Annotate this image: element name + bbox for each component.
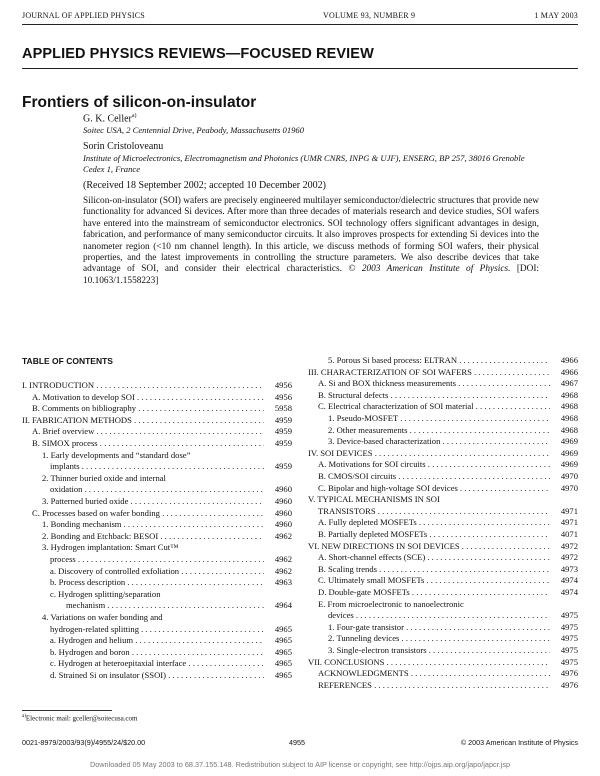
toc-entry-label: 1. Early developments and “standard dose”: [42, 449, 191, 460]
toc-entry-page: 4959: [274, 414, 292, 425]
toc-entry[interactable]: [42, 473, 292, 484]
toc-entry-label: D. Double-gate MOSFETs . . .: [318, 587, 550, 598]
toc-entry-page: 4968: [560, 401, 578, 412]
toc-entry-label: A. Brief overview . . .: [32, 426, 264, 437]
toc-entry-page: 4956: [274, 391, 292, 402]
toc-entry-label: A. Short-channel effects (SCE) . . .: [318, 552, 550, 563]
toc-entry-label: a. Discovery of controlled exfoliation . . .: [50, 566, 264, 577]
toc-entry-page: 4972: [560, 552, 578, 563]
toc-entry-label: 4. Variations on wafer bonding and: [42, 612, 163, 622]
toc-entry[interactable]: [50, 577, 292, 588]
toc-entry[interactable]: [318, 599, 578, 610]
toc-entry-label: b. Process description . . .: [50, 577, 264, 588]
author-1-name: G. K. Celler: [83, 113, 132, 125]
toc-entry-page: 4959: [274, 426, 292, 437]
toc-entry[interactable]: [308, 657, 578, 668]
toc-entry[interactable]: [50, 635, 292, 646]
toc-entry-page: 4960: [274, 496, 292, 506]
toc-entry-page: 4964: [274, 600, 292, 611]
toc-entry-label: mechanism . . .: [66, 600, 264, 611]
toc-entry[interactable]: [318, 564, 578, 575]
toc-entry-label: REFERENCES . . .: [318, 680, 550, 691]
toc-entry-label: 2. Tunneling devices . . .: [328, 633, 550, 644]
toc-entry-page: 4969: [560, 459, 578, 470]
toc-entry[interactable]: [328, 436, 578, 447]
toc-entry[interactable]: [308, 541, 578, 552]
toc-entry-page: 4976: [560, 668, 578, 679]
toc-entry[interactable]: [318, 552, 578, 563]
toc-entry-label: A. Motivations for SOI circuits . . .: [318, 459, 550, 470]
toc-entry-page: 4962: [274, 530, 292, 541]
toc-entry[interactable]: [318, 587, 578, 598]
toc-entry[interactable]: [50, 554, 292, 565]
toc-entry[interactable]: [318, 529, 578, 540]
toc-entry-label: 3. Single-electron transistors . . .: [328, 645, 550, 656]
toc-entry-label: 1. Four-gate transistor . . .: [328, 622, 550, 633]
toc-entry-label: oxidation . . .: [50, 484, 264, 495]
download-notice: Downloaded 05 May 2003 to 68.37.155.148. Redistribution subject to AIP license or copyright, see http://ojps.aip.org/japo/japcr.jsp: [89, 760, 511, 769]
toc-entry-page: 4966: [560, 366, 578, 377]
toc-entry[interactable]: [328, 425, 578, 436]
toc-entry-page: 4976: [560, 679, 578, 690]
toc-entry-label: implants . . .: [50, 461, 264, 472]
footnote-text: Electronic mail: gceller@soitecusa.com: [25, 714, 138, 723]
author-1-footnote-mark: a): [131, 113, 137, 119]
toc-entry-label: c. Hydrogen splitting/separation: [50, 588, 161, 599]
toc-entry-label: V. TYPICAL MECHANISMS IN SOI: [308, 494, 440, 505]
toc-entry-page: 4969: [560, 436, 578, 447]
footnote-mark: a): [22, 714, 26, 719]
volume-number: VOLUME 93, NUMBER 9: [323, 11, 416, 20]
toc-entry[interactable]: [66, 600, 292, 611]
footer-copyright: © 2003 American Institute of Physics: [460, 738, 578, 747]
toc-entry-label: B. Scaling trends . . .: [318, 564, 550, 575]
toc-entry[interactable]: [32, 403, 292, 414]
toc-entry[interactable]: [50, 566, 292, 577]
toc-entry[interactable]: [42, 519, 292, 530]
toc-entry-page: 4969: [560, 447, 578, 458]
toc-entry[interactable]: [328, 645, 578, 656]
toc-entry-page: 4965: [274, 646, 292, 657]
toc-entry[interactable]: [318, 459, 578, 470]
toc-entry-page: 4960: [274, 519, 292, 530]
toc-entry[interactable]: [318, 401, 578, 412]
toc-entry[interactable]: [32, 438, 292, 449]
toc-entry[interactable]: [318, 471, 578, 482]
toc-entry[interactable]: [328, 622, 578, 633]
toc-entry-page: 4965: [274, 670, 292, 680]
toc-entry-label: IV. SOI DEVICES . . .: [308, 448, 550, 459]
toc-entry[interactable]: [32, 392, 292, 403]
toc-entry-label: B. SIMOX process . . .: [32, 438, 264, 449]
affiliation-1: Soitec USA, 2 Centennial Drive, Peabody, Massachusetts 01960: [83, 125, 305, 135]
toc-entry-page: 5958: [274, 403, 292, 414]
toc-entry-label: II. FABRICATION METHODS . . .: [22, 415, 264, 426]
toc-entry-label: 1. Pseudo-MOSFET . . .: [328, 413, 550, 424]
author-1: [83, 113, 137, 124]
toc-entry[interactable]: [318, 483, 578, 494]
abstract-text: Silicon-on-insulator (SOI) wafers are precisely engineered multilayer semiconductor/dielectric structures that provide new functionality for advanced Si devices. After more than three decades of materials research and device studies, SOI wafers have entered into the mainstream of semiconductor electronics. SOI technology offers significant advantages in design, fabrication, and performance of many semiconductor circuits. It also improves prospects for extending Si devices into the nanometer region (<10 nm channel length). In this article, we discuss methods of forming SOI wafers, their physical properties, and the latest improvements in controlling the structure parameters. We also describe devices that take advantage of SOI, and consider their electrical characteristics.: [83, 196, 539, 275]
page-number: 4955: [289, 738, 305, 747]
received-dates: (Received 18 September 2002; accepted 10 December 2002): [83, 180, 326, 191]
toc-entry-page: 4971: [560, 505, 578, 516]
toc-entry-page: 4968: [560, 389, 578, 400]
toc-entry-page: 4974: [560, 575, 578, 586]
toc-entry-label: C. Ultimately small MOSFETs . . .: [318, 575, 550, 586]
toc-entry-page: 4970: [560, 482, 578, 493]
abstract: [83, 196, 539, 287]
toc-entry[interactable]: [318, 390, 578, 401]
toc-entry-label: a. Hydrogen and helium . . .: [50, 635, 264, 646]
toc-entry-label: c. Hydrogen at heteroepitaxial interface . . .: [50, 658, 264, 669]
affiliation-2: Institute of Microelectronics, Electromagnetism and Photonics (UMR CNRS, INPG & UJF), ENSERG, BP 257, 38016 Grenoble Cedex 1, France: [83, 153, 525, 174]
toc-entry-page: 4974: [560, 587, 578, 597]
toc-entry-label: B. Structural defects . . .: [318, 390, 550, 401]
author-2: Sorin Cristoloveanu: [83, 141, 164, 152]
toc-entry-page: 4962: [274, 565, 292, 576]
toc-entry-label: E. From microelectronic to nanoelectronic: [318, 598, 464, 609]
toc-entry-label: 3. Device-based characterization . . .: [328, 436, 550, 447]
toc-entry-label: 3. Hydrogen implantation: Smart Cut™: [42, 542, 179, 553]
toc-entry-page: 4071: [560, 529, 578, 539]
toc-entry-label: C. Electrical characterization of SOI material . . .: [318, 401, 550, 412]
issue-date: 1 MAY 2003: [534, 11, 578, 20]
toc-entry-label: 2. Thinner buried oxide and internal: [42, 472, 166, 483]
toc-entry-label: 2. Bonding and Etchback: BESOI . . .: [42, 531, 264, 542]
toc-entry-label: C. Bipolar and high-voltage SOI devices . . .: [318, 483, 550, 494]
toc-entry-label: B. CMOS/SOI circuits . . .: [318, 471, 550, 482]
footnote-rule: [22, 710, 112, 711]
footnote: [22, 714, 138, 722]
toc-entry[interactable]: [50, 670, 292, 681]
toc-entry[interactable]: [328, 633, 578, 644]
toc-entry-page: 4965: [274, 658, 292, 669]
toc-entry-label: process . . .: [50, 554, 264, 565]
toc-entry-page: 4973: [560, 563, 578, 574]
toc-entry[interactable]: [318, 668, 578, 679]
section-rule: [22, 68, 578, 69]
journal-name: JOURNAL OF APPLIED PHYSICS: [22, 11, 145, 20]
header-rule: [22, 24, 578, 25]
toc-entry-page: 4956: [274, 380, 292, 390]
toc-entry-page: 4975: [560, 645, 578, 655]
toc-entry-label: b. Hydrogen and boron . . .: [50, 647, 264, 658]
toc-entry-page: 4972: [560, 540, 578, 551]
toc-entry[interactable]: [50, 658, 292, 669]
toc-entry[interactable]: [318, 378, 578, 389]
toc-entry-label: TRANSISTORS . . .: [318, 506, 550, 517]
toc-entry-label: VI. NEW DIRECTIONS IN SOI DEVICES . . .: [308, 541, 550, 552]
toc-entry-label: A. Fully depleted MOSFETs . . .: [318, 517, 550, 528]
toc-entry[interactable]: [50, 624, 292, 635]
toc-entry[interactable]: [32, 508, 292, 519]
toc-entry[interactable]: [50, 461, 292, 472]
toc-entry[interactable]: [50, 484, 292, 495]
toc-entry-page: 4975: [560, 610, 578, 621]
toc-entry-label: 2. Other measurements . . .: [328, 425, 550, 436]
toc-entry-page: 4971: [560, 517, 578, 528]
toc-entry-label: C. Processes based on wafer bonding . . .: [32, 508, 264, 519]
toc-entry-label: VII. CONCLUSIONS . . .: [308, 657, 550, 668]
toc-title: TABLE OF CONTENTS: [22, 356, 113, 366]
toc-entry[interactable]: [42, 612, 292, 623]
toc-entry-label: 5. Porous Si based process: ELTRAN . . .: [328, 355, 550, 366]
toc-entry-page: 4975: [560, 621, 578, 632]
toc-entry[interactable]: [32, 426, 292, 437]
toc-entry[interactable]: [50, 589, 292, 600]
toc-entry[interactable]: [50, 647, 292, 658]
toc-entry-page: 4960: [274, 484, 292, 495]
toc-entry-page: 4975: [560, 633, 578, 644]
toc-entry[interactable]: [318, 575, 578, 586]
toc-entry-label: hydrogen-related splitting . . .: [50, 624, 264, 635]
toc-entry-page: 4960: [274, 507, 292, 518]
toc-entry[interactable]: [308, 367, 578, 378]
toc-entry-page: 4968: [560, 413, 578, 423]
toc-entry[interactable]: [22, 415, 292, 426]
toc-entry-page: 4966: [560, 355, 578, 365]
toc-entry-label: III. CHARACTERIZATION OF SOI WAFERS . . .: [308, 367, 550, 378]
toc-entry-label: 1. Bonding mechanism . . .: [42, 519, 264, 530]
toc-entry[interactable]: [42, 531, 292, 542]
toc-entry-label: 3. Patterned buried oxide . . .: [42, 496, 264, 507]
toc-entry[interactable]: [308, 494, 578, 505]
toc-entry[interactable]: [42, 496, 292, 507]
toc-entry[interactable]: [308, 448, 578, 459]
copyright-notice: © 2003 American Institute of Physics.: [348, 264, 511, 275]
toc-entry[interactable]: [42, 450, 292, 461]
toc-entry-label: B. Partially depleted MOSFETs . . .: [318, 529, 550, 540]
toc-entry-label: d. Strained Si on insulator (SSOI) . . .: [50, 670, 264, 681]
toc-entry-label: ACKNOWLEDGMENTS . . .: [318, 668, 550, 679]
toc-entry-page: 4959: [274, 438, 292, 448]
toc-entry[interactable]: [318, 506, 578, 517]
toc-entry-page: 4962: [274, 554, 292, 564]
toc-entry[interactable]: [22, 380, 292, 391]
section-title: APPLIED PHYSICS REVIEWS—FOCUSED REVIEW: [22, 46, 374, 62]
toc-entry-page: 4967: [560, 378, 578, 389]
toc-entry-page: 4963: [274, 577, 292, 588]
toc-entry[interactable]: [328, 610, 578, 621]
toc-entry-label: B. Comments on bibliography . . .: [32, 403, 264, 414]
doi: [DOI: 10.1063/1.1558223]: [83, 264, 540, 286]
toc-entry-page: 4965: [274, 623, 292, 634]
footer-issn: 0021-8979/2003/93(9)/4955/24/$20.00: [22, 738, 146, 747]
toc-entry[interactable]: [318, 517, 578, 528]
toc-entry[interactable]: [328, 355, 578, 366]
article-title: Frontiers of silicon-on-insulator: [22, 94, 257, 111]
toc-entry-page: 4965: [274, 635, 292, 646]
toc-entry-page: 4975: [560, 656, 578, 667]
toc-entry-page: 4959: [274, 461, 292, 472]
toc-entry-label: I. INTRODUCTION . . .: [22, 380, 264, 391]
toc-entry-label: devices . . .: [328, 610, 550, 621]
toc-entry-page: 4970: [560, 471, 578, 481]
toc-entry-label: A. Si and BOX thickness measurements . . .: [318, 378, 550, 389]
toc-entry-label: A. Motivation to develop SOI . . .: [32, 392, 264, 403]
toc-entry[interactable]: [318, 680, 578, 691]
toc-entry[interactable]: [42, 542, 292, 553]
toc-entry[interactable]: [328, 413, 578, 424]
toc-entry-page: 4968: [560, 424, 578, 435]
